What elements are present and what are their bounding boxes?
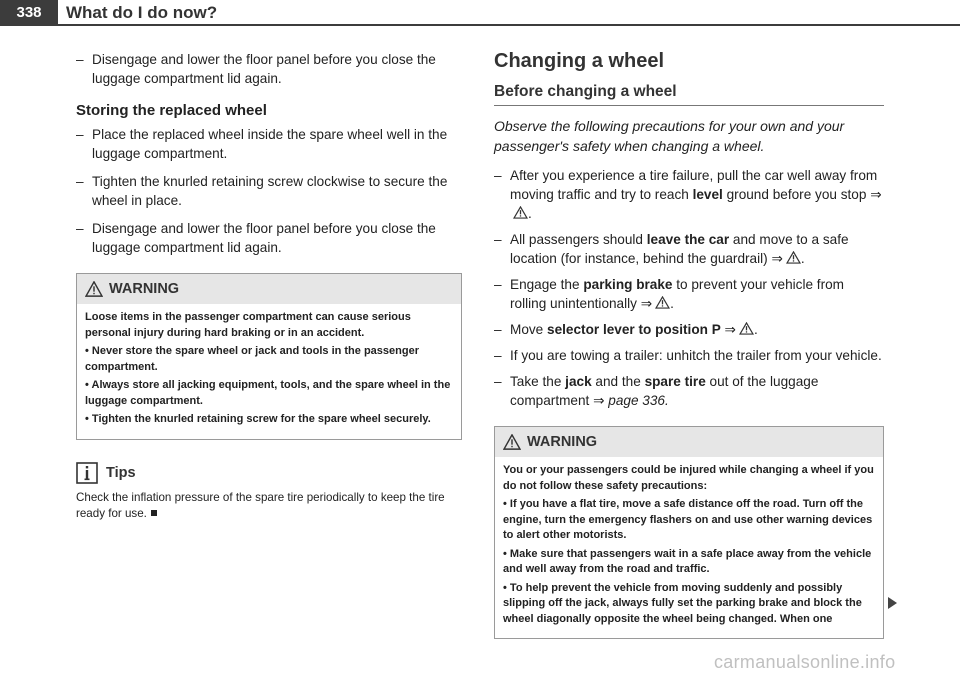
tips-header <box>76 462 462 484</box>
list-item: – Take the jack and the spare tire out of the luggage compartment ⇒ page 336. <box>494 374 819 408</box>
warning-body <box>495 457 883 638</box>
list-item: – Disengage and lower the floor panel before you close the luggage compartment lid again. <box>76 52 436 86</box>
warning-header <box>495 427 883 457</box>
warning-item: • Make sure that passengers wait in a safe place away from the vehicle and well away from the road and traffic. <box>503 547 872 575</box>
warning-triangle-icon[interactable] <box>739 322 754 335</box>
intro-text: Observe the following precautions for your own and your passenger's safety when changing a wheel. <box>494 118 845 154</box>
warning-item: • To help prevent the vehicle from moving suddenly and possibly slipping off the jack, always fully set the parking brake and block the wheel diagonally opposite the wheel being changed. When one <box>503 581 862 625</box>
info-icon <box>76 462 98 484</box>
warning-item: • Always store all jacking equipment, tools, and the spare wheel in the luggage compartment. <box>85 379 451 407</box>
page-title: What do I do now? <box>66 3 218 22</box>
list-item: – Tighten the knurled retaining screw clockwise to secure the wheel in place. <box>76 174 448 208</box>
warning-header <box>77 274 461 304</box>
list-item: – Move selector lever to position P ⇒ . <box>494 322 758 337</box>
list-item: – Disengage and lower the floor panel before you close the luggage compartment lid again. <box>76 221 436 255</box>
warning-triangle-icon <box>503 434 521 450</box>
warning-lead: You or your passengers could be injured while changing a wheel if you do not follow these safety precautions: <box>503 464 874 492</box>
end-mark <box>151 510 157 516</box>
continue-arrow-icon <box>888 597 897 609</box>
warning-box-left <box>76 273 462 440</box>
warning-body <box>77 304 461 439</box>
page-header <box>0 0 960 26</box>
subsection-rule <box>494 105 884 106</box>
warning-box-right <box>494 426 884 639</box>
list-item: – Engage the parking brake to prevent your vehicle from rolling unintentionally ⇒ . <box>494 277 844 311</box>
list-item: – All passengers should leave the car and move to a safe location (for instance, behind the guardrail) ⇒ . <box>494 232 849 266</box>
left-column <box>76 50 462 522</box>
subsection-title: Before changing a wheel <box>494 83 677 100</box>
list-item: – Place the replaced wheel inside the spare wheel well in the luggage compartment. <box>76 127 448 161</box>
warning-title: WARNING <box>527 434 598 450</box>
tips-text: Check the inflation pressure of the spare tire periodically to keep the tire ready for use. <box>76 490 445 520</box>
page-reference-link[interactable]: page 336. <box>608 393 669 408</box>
warning-item: • Never store the spare wheel or jack and tools in the passenger compartment. <box>85 345 419 373</box>
page-number: 338 <box>0 0 58 24</box>
warning-triangle-icon[interactable] <box>786 251 801 264</box>
warning-lead: Loose items in the passenger compartment can cause serious personal injury during hard braking or in an accident. <box>85 311 411 339</box>
watermark: carmanualsonline.info <box>714 652 896 672</box>
warning-item: • Tighten the knurled retaining screw for the spare wheel securely. <box>85 413 431 425</box>
storing-title: Storing the replaced wheel <box>76 102 267 119</box>
list-item: – If you are towing a trailer: unhitch the trailer from your vehicle. <box>494 348 882 363</box>
warning-title: WARNING <box>109 281 180 297</box>
warning-triangle-icon[interactable] <box>655 296 670 309</box>
header-rule <box>0 24 960 26</box>
warning-item: • If you have a flat tire, move a safe distance off the road. Turn off the engine, turn the emergency flashers on and use other warning devices to alert other motorists. <box>503 498 873 541</box>
warning-triangle-icon <box>85 281 103 297</box>
right-column <box>494 50 884 639</box>
section-title: Changing a wheel <box>494 50 665 72</box>
tips-title: Tips <box>106 464 136 481</box>
list-item: – After you experience a tire failure, pull the car well away from moving traffic and try to reach level ground before you stop ⇒. <box>494 168 882 221</box>
warning-triangle-icon[interactable] <box>513 206 528 219</box>
